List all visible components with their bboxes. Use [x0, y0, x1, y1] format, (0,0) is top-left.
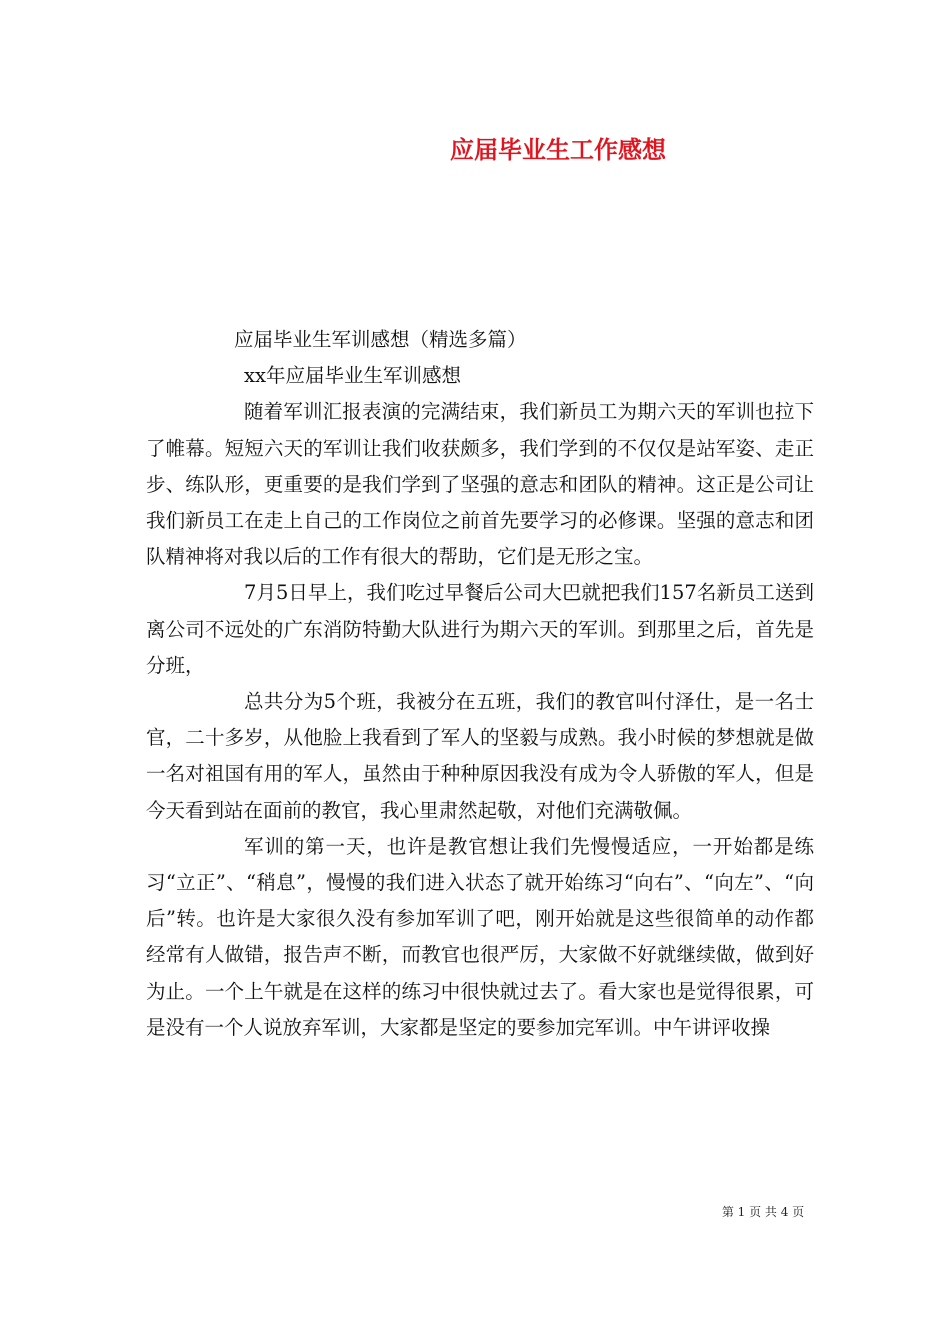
document-title: 应届毕业生工作感想: [450, 136, 666, 164]
paragraph-2: 7月5日早上，我们吃过早餐后公司大巴就把我们157名新员工送到离公司不远处的广东消防特勤大队进行为期六天的军训。到那里之后，首先是分班，: [146, 581, 814, 677]
page-number-footer: 第 1 页 共 4 页: [721, 1205, 805, 1219]
paragraph-4: 军训的第一天，也许是教官想让我们先慢慢适应，一开始都是练习“立正”、“稍息”，慢慢的我们进入状态了就开始练习“向右”、“向左”、“向后”转。也许是大家很久没有参加军训了吧，刚开始就是这些很简单的动作都经常有人做错，报告声不断，而教官也很严厉，大家做不好就继续做，做到好为止。一个上午就是在这样的练习中很快就过去了。看大家也是觉得很累，可是没有一个人说放弃军训，大家都是坚定的要参加完军训。中午讲评收操: [146, 834, 814, 1039]
paragraph-3: 总共分为5个班，我被分在五班，我们的教官叫付泽仕，是一名士官，二十多岁，从他脸上我看到了军人的坚毅与成熟。我小时候的梦想就是做一名对祖国有用的军人，虽然由于种种原因我没有成为令人骄傲的军人，但是今天看到站在面前的教官，我心里肃然起敬，对他们充满敬佩。: [146, 690, 814, 822]
document-subtitle: 应届毕业生军训感想（精选多篇）: [234, 328, 527, 351]
section-heading: xx年应届毕业生军训感想: [244, 364, 461, 388]
paragraph-1: 随着军训汇报表演的完满结束，我们新员工为期六天的军训也拉下了帷幕。短短六天的军训让我们收获颇多，我们学到的不仅仅是站军姿、走正步、练队形，更重要的是我们学到了坚强的意志和团队的精神。这正是公司让我们新员工在走上自己的工作岗位之前首先要学习的必修课。坚强的意志和团队精神将对我以后的工作有很大的帮助，它们是无形之宝。: [146, 400, 814, 569]
document-body: [146, 322, 814, 1046]
